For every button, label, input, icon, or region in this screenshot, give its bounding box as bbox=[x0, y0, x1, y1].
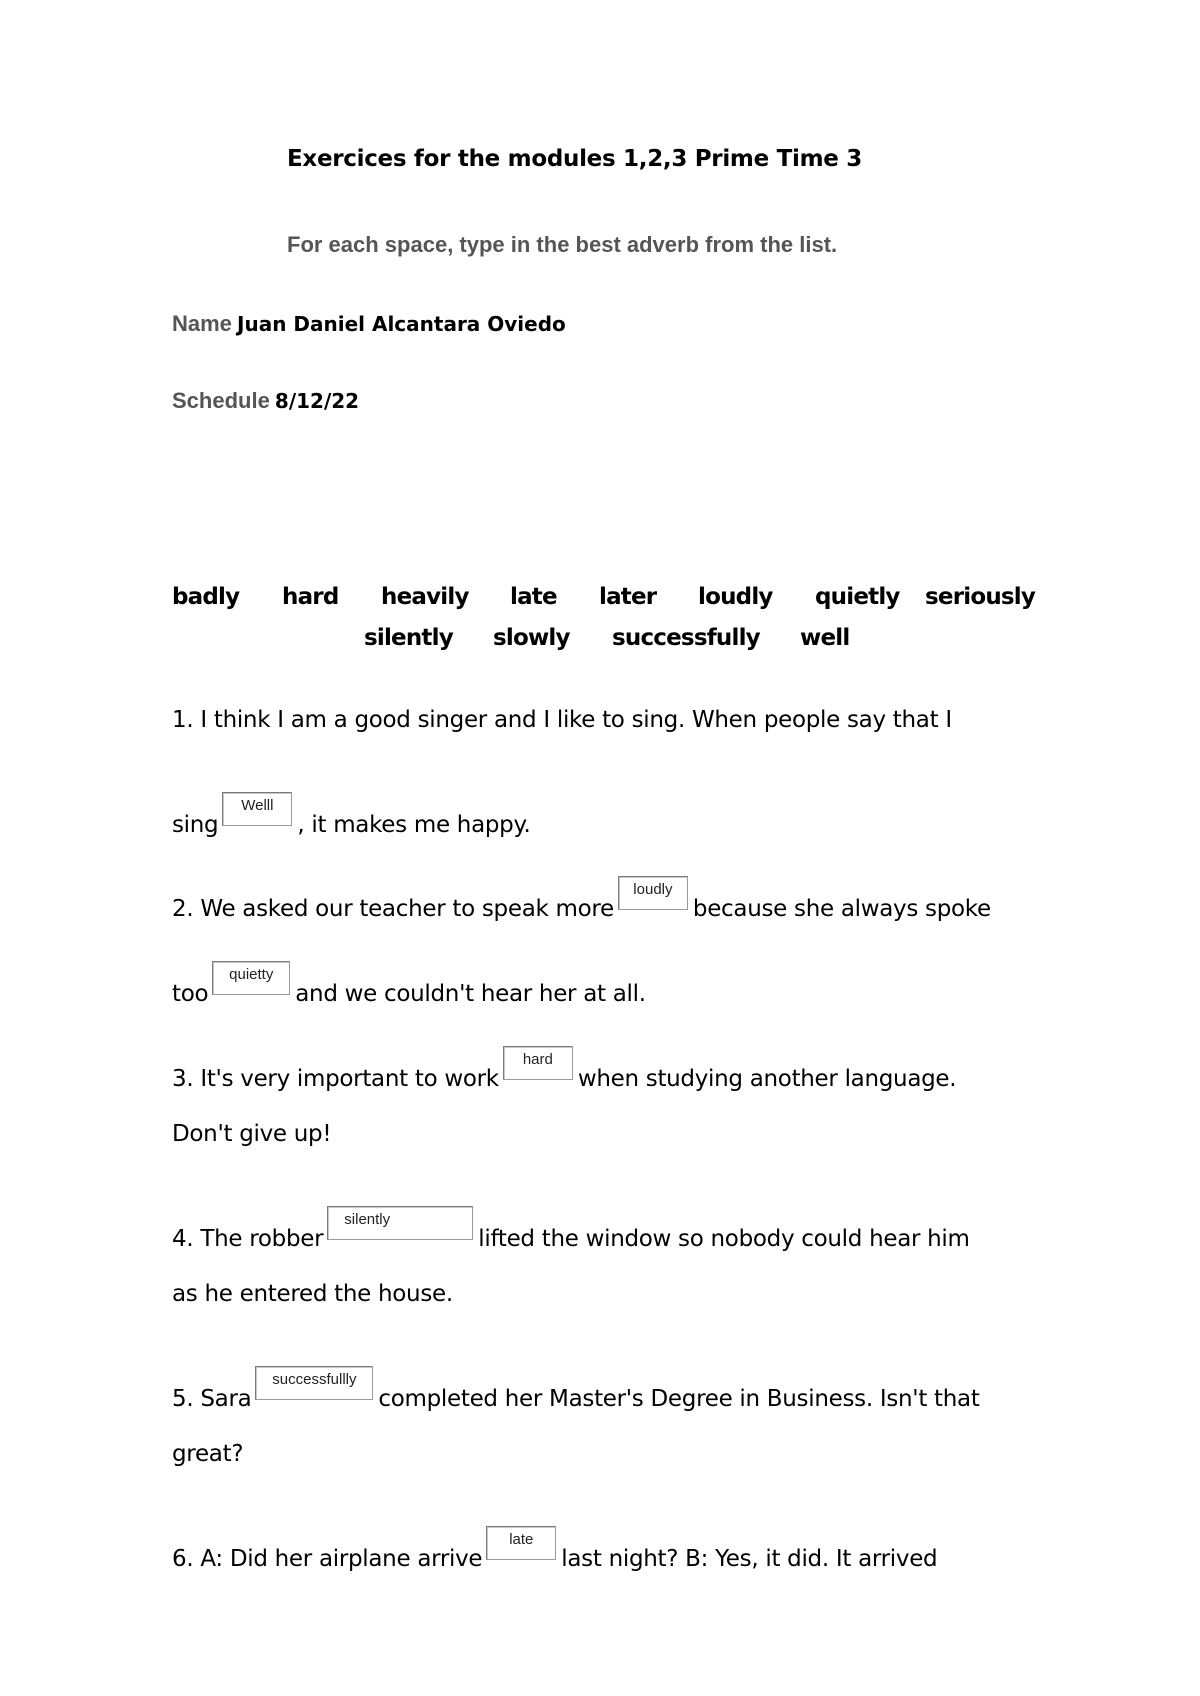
page-title: Exercices for the modules 1,2,3 Prime Time 3 bbox=[287, 146, 862, 172]
name-label: Name bbox=[172, 311, 232, 336]
answer-value: successfullly bbox=[272, 1371, 357, 1388]
answer-input[interactable] bbox=[327, 1206, 473, 1240]
question-text: 2. We asked our teacher to speak more bbox=[172, 896, 614, 922]
question-text: , it makes me happy. bbox=[297, 812, 531, 838]
question-text: and we couldn't hear her at all. bbox=[295, 981, 646, 1007]
question-text: last night? B: Yes, it did. It arrived bbox=[561, 1546, 938, 1572]
question-2-line-2 bbox=[172, 961, 646, 1007]
question-text: sing bbox=[172, 812, 219, 838]
question-3-line-1 bbox=[172, 1046, 956, 1092]
question-text: when studying another language. bbox=[577, 1066, 957, 1092]
question-4-line-1 bbox=[172, 1206, 970, 1252]
word-bank-item: seriously bbox=[925, 584, 1036, 610]
word-bank-item: quietly bbox=[815, 584, 900, 610]
answer-value: late bbox=[509, 1531, 534, 1548]
question-5-line-1 bbox=[172, 1366, 980, 1412]
answer-input[interactable] bbox=[255, 1366, 373, 1400]
question-4-line-2: as he entered the house. bbox=[172, 1281, 453, 1307]
schedule-value: 8/12/22 bbox=[274, 389, 360, 413]
word-bank-item: badly bbox=[172, 584, 240, 610]
word-bank-item: later bbox=[599, 584, 657, 610]
word-bank-item: loudly bbox=[698, 584, 773, 610]
answer-input[interactable] bbox=[222, 792, 292, 826]
question-text: 5. Sara bbox=[172, 1386, 252, 1412]
answer-value: quietty bbox=[229, 966, 274, 983]
question-text: 3. It's very important to work bbox=[172, 1066, 499, 1092]
question-1-line-1: 1. I think I am a good singer and I like to sing. When people say that I bbox=[172, 707, 952, 733]
instructions: For each space, type in the best adverb from the list. bbox=[287, 232, 838, 257]
question-6-line-1 bbox=[172, 1526, 937, 1572]
answer-input[interactable] bbox=[486, 1526, 556, 1560]
word-bank-item: successfully bbox=[612, 625, 760, 651]
word-bank-item: slowly bbox=[493, 625, 570, 651]
question-2-line-1 bbox=[172, 876, 991, 922]
word-bank-item: heavily bbox=[381, 584, 469, 610]
name-value: Juan Daniel Alcantara Oviedo bbox=[237, 312, 566, 336]
word-bank-item: late bbox=[510, 584, 557, 610]
question-text: 4. The robber bbox=[172, 1226, 324, 1252]
question-text: because she always spoke bbox=[692, 896, 991, 922]
name-field bbox=[172, 311, 566, 337]
schedule-field bbox=[172, 388, 359, 414]
question-text: lifted the window so nobody could hear him bbox=[478, 1226, 970, 1252]
question-text: 6. A: Did her airplane arrive bbox=[172, 1546, 483, 1572]
question-1-line-2 bbox=[172, 792, 531, 838]
answer-value: hard bbox=[522, 1051, 553, 1068]
question-3-line-2: Don't give up! bbox=[172, 1121, 332, 1147]
word-bank-item: hard bbox=[282, 584, 339, 610]
answer-value: Welll bbox=[241, 797, 274, 814]
answer-input[interactable] bbox=[503, 1046, 573, 1080]
question-text: too bbox=[172, 981, 209, 1007]
schedule-label: Schedule bbox=[172, 388, 270, 413]
answer-value: silently bbox=[344, 1211, 391, 1228]
question-text: completed her Master's Degree in Business. Isn't that bbox=[378, 1386, 980, 1412]
word-bank-item: silently bbox=[364, 625, 453, 651]
answer-value: loudly bbox=[633, 881, 673, 898]
answer-input[interactable] bbox=[618, 876, 688, 910]
word-bank-item: well bbox=[800, 625, 850, 651]
question-5-line-2: great? bbox=[172, 1441, 244, 1467]
answer-input[interactable] bbox=[212, 961, 290, 995]
